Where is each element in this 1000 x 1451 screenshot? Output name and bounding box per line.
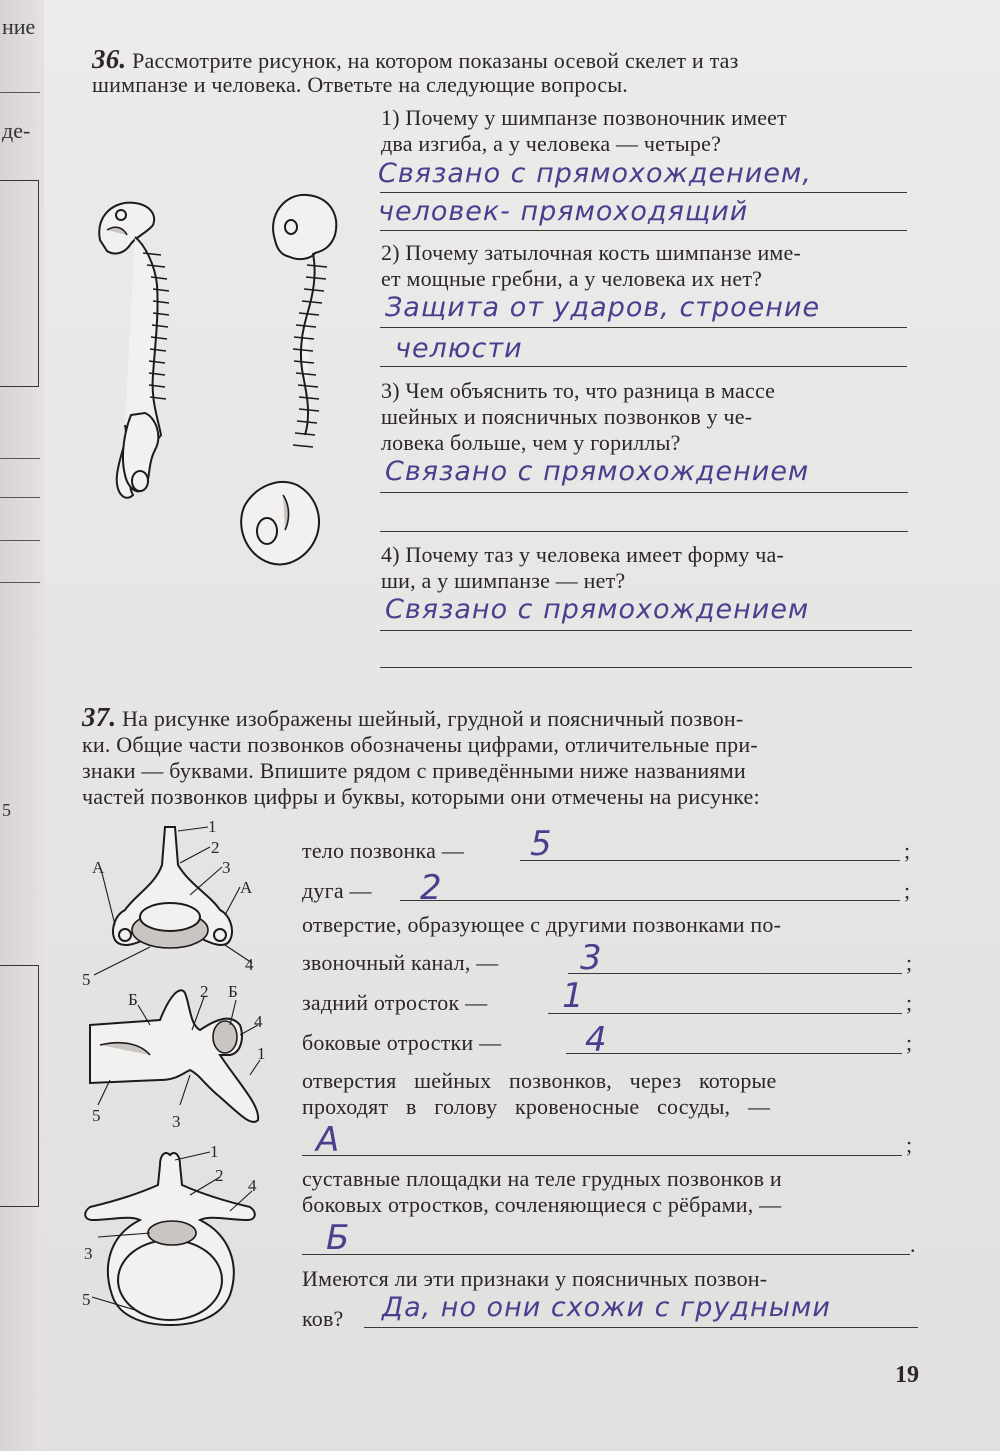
question-text: 1) Почему у шимпанзе позвоночник имеет: [381, 105, 787, 130]
margin-box: [0, 965, 39, 1207]
question-text: 2) Почему затылочная кость шимпанзе име-: [381, 240, 802, 265]
question-text: шейных и поясничных позвонков у че-: [381, 404, 753, 429]
previous-page-margin: [0, 0, 45, 1451]
answer-line: [380, 492, 908, 493]
question-text: два изгиба, а у человека — четыре?: [381, 131, 722, 156]
page-number: 19: [895, 1362, 919, 1388]
item-end: ;: [906, 1132, 913, 1157]
handwritten-answer: Связано с прямохождением: [385, 456, 810, 487]
figure-label: 2: [215, 1166, 224, 1185]
figure-label: 1: [210, 1142, 219, 1161]
thoracic-vertebra: [90, 990, 258, 1122]
margin-fragment: 5: [2, 800, 11, 820]
item-end: ;: [906, 990, 913, 1015]
answer-line: [380, 230, 907, 231]
question-text: 3) Чем объяснить то, что разница в массе: [381, 378, 776, 403]
figure-label: А: [240, 878, 253, 897]
figure-label: 5: [82, 1290, 91, 1309]
lumbar-vertebra: [85, 1153, 255, 1325]
margin-fragment: де-: [2, 118, 31, 143]
margin-rule: [0, 582, 40, 583]
answer-line: [380, 192, 907, 193]
handwritten-answer: 2: [420, 868, 443, 908]
question-text: 4) Почему таз у человека имеет форму ча-: [381, 542, 785, 567]
handwritten-answer: 3: [580, 938, 603, 978]
task-number: 37.: [82, 702, 117, 732]
answer-line: [380, 327, 907, 328]
margin-box: [0, 180, 39, 387]
item-text: суставные площадки на теле грудных позвонков и: [302, 1166, 782, 1191]
handwritten-answer: Б: [326, 1218, 351, 1258]
item-text: ков?: [302, 1306, 344, 1331]
question-text: ши, а у шимпанзе — нет?: [381, 568, 626, 593]
answer-line: [400, 900, 900, 901]
item-text: боковых отростков, сочленяющиеся с рёбрами, —: [302, 1192, 782, 1217]
figure-label: Б: [228, 982, 238, 1001]
handwritten-answer: Связано с прямохождением: [385, 594, 810, 625]
task-intro-line: Рассмотрите рисунок, на котором показаны осевой скелет и таз: [132, 48, 739, 73]
task-intro-line: частей позвонков цифры и буквы, которыми они отмечены на рисунке:: [82, 784, 760, 809]
task-36-intro: [92, 46, 952, 74]
human-skeleton: [241, 195, 336, 565]
answer-line: [302, 1254, 910, 1255]
handwritten-answer: 1: [562, 976, 585, 1016]
item-text: боковые отростки —: [302, 1030, 502, 1055]
handwritten-answer: Да, но они схожи с грудными: [382, 1292, 831, 1323]
item-text: звоночный канал, —: [302, 950, 499, 975]
answer-line: [568, 973, 902, 974]
item-end: ;: [904, 838, 911, 863]
item-text: проходят в голову кровеносные сосуды, —: [302, 1094, 771, 1119]
margin-fragment: ние: [2, 14, 36, 39]
margin-rule: [0, 92, 40, 93]
item-text: дуга —: [302, 878, 372, 903]
figure-label: Б: [128, 990, 138, 1009]
item-end: ;: [906, 950, 913, 975]
figure-label: 4: [245, 955, 254, 974]
handwritten-answer: Защита от ударов, строение: [385, 292, 821, 323]
answer-line: [380, 366, 907, 367]
figure-label: 2: [200, 982, 209, 1001]
handwritten-answer: 4: [585, 1020, 608, 1060]
margin-rule: [0, 458, 40, 459]
answer-line: [566, 1053, 902, 1054]
task-intro-line: шимпанзе и человека. Ответьте на следующие вопросы.: [92, 72, 629, 97]
margin-rule: [0, 497, 40, 498]
task-37-intro: [82, 704, 962, 732]
answer-line: [364, 1327, 918, 1328]
item-text: тело позвонка —: [302, 838, 464, 863]
item-end: .: [910, 1232, 916, 1257]
figure-label: 5: [82, 970, 91, 989]
handwritten-answer: Связано с прямохождением,: [378, 158, 812, 189]
figure-label: 2: [211, 838, 220, 857]
item-text: отверстие, образующее с другими позвонками по-: [302, 912, 782, 937]
figure-label: 1: [208, 817, 217, 836]
handwritten-answer: А: [316, 1120, 341, 1160]
figure-label: 3: [172, 1112, 181, 1131]
answer-line: [380, 630, 912, 631]
answer-line: [380, 531, 908, 532]
figure-label: 3: [222, 858, 231, 877]
handwritten-answer: 5: [530, 824, 553, 864]
question-text: ловека больше, чем у гориллы?: [381, 430, 681, 455]
task-intro-line: знаки — буквами. Впишите рядом с приведёнными ниже названиями: [82, 758, 746, 783]
figure-label: 4: [254, 1012, 263, 1031]
figure-label: А: [92, 858, 105, 877]
task-intro-line: ки. Общие части позвонков обозначены цифрами, отличительные при-: [82, 732, 758, 757]
answer-line: [520, 860, 900, 861]
question-text: ет мощные гребни, а у человека их нет?: [381, 266, 763, 291]
figure-label: 1: [257, 1044, 266, 1063]
handwritten-answer: челюсти: [395, 333, 523, 364]
answer-line: [302, 1155, 902, 1156]
answer-line: [548, 1013, 902, 1014]
figure-label: 4: [248, 1176, 257, 1195]
item-end: ;: [904, 878, 911, 903]
item-end: ;: [906, 1030, 913, 1055]
task-intro-line: На рисунке изображены шейный, грудной и поясничный позвон-: [122, 706, 744, 731]
chimpanzee-skeleton: [99, 203, 169, 498]
item-text: задний отросток —: [302, 990, 488, 1015]
item-text: Имеются ли эти признаки у поясничных позвон-: [302, 1266, 768, 1291]
skeleton-illustration: [85, 185, 405, 570]
figure-label: 3: [84, 1244, 93, 1263]
item-text: отверстия шейных позвонков, через которые: [302, 1068, 777, 1093]
figure-label: 5: [92, 1106, 101, 1125]
margin-rule: [0, 540, 40, 541]
answer-line: [380, 667, 912, 668]
handwritten-answer: человек- прямоходящий: [378, 196, 749, 227]
task-number: 36.: [92, 44, 127, 74]
